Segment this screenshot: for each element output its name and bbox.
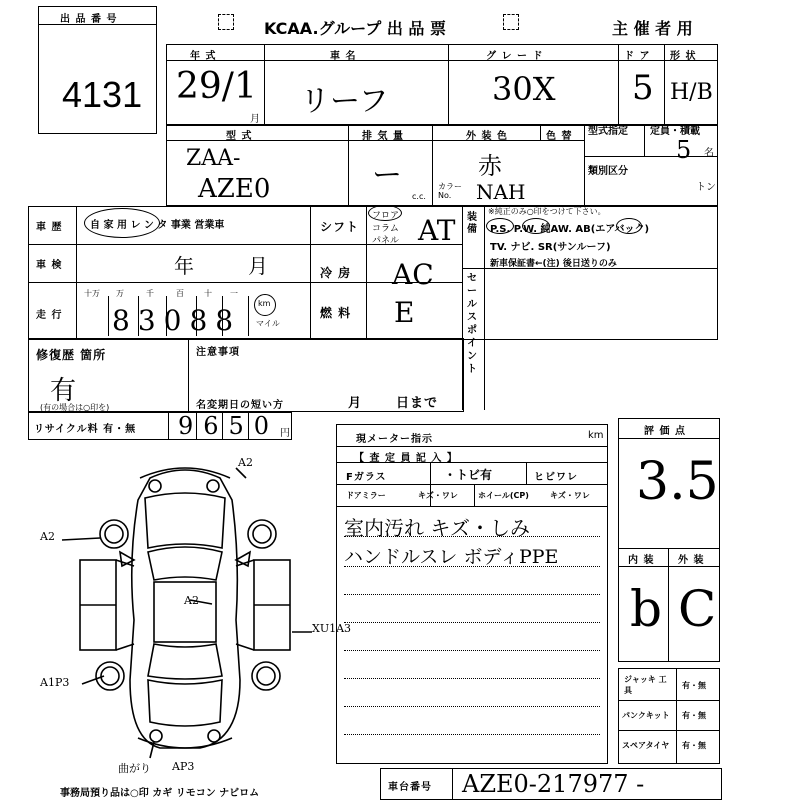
wheel-label: ホイール(CP) [478, 491, 529, 500]
shift-option-panel: パネル [372, 236, 400, 246]
recycle-value: 9650 [178, 412, 280, 440]
color-no-value: NAH [476, 180, 526, 204]
expiry-label: 名変期日の短い方 [196, 400, 284, 411]
model-value-1: ZAA- [186, 146, 241, 171]
equipment-label: 装備 [467, 212, 478, 235]
year-value: 29/1 [176, 66, 257, 107]
door-mirror-value: キズ・ワレ [418, 491, 458, 500]
shape-value: H/B [670, 80, 713, 105]
office-items: 事務局預り品は○印 カギ リモコン ナビロム [60, 788, 260, 799]
year-label: 年 式 [190, 51, 217, 62]
meter-label: 現メーター指示 [356, 434, 433, 445]
damage-mark-left-front: A2 [40, 530, 55, 543]
damage-mark-roof: A2 [184, 594, 199, 607]
shift-option-floor: フロア [372, 211, 400, 221]
damage-mark-front: A2 [238, 456, 253, 469]
damage-mark-rear: AP3 [172, 760, 195, 773]
damage-mark-right-rear: XU1A3 [312, 622, 352, 635]
equipment-line3: 新車保証書←(注) 後日送りのみ [490, 259, 617, 269]
cc-unit: c.c. [412, 192, 426, 201]
shift-value: AT [418, 214, 456, 247]
f-glass-label: Fガラス [346, 472, 387, 483]
grade-value: 30X [492, 70, 556, 108]
car-name-value: リーフ [300, 84, 389, 119]
shift-label: シフト [320, 220, 360, 234]
door-mirror-label: ドアミラー [346, 491, 386, 500]
lot-number: 4131 [62, 74, 143, 115]
mileage-unit-10k: 万 [116, 289, 124, 298]
inspection-label: 車 検 [36, 260, 63, 271]
expiry-month: 月 [348, 396, 363, 411]
aircon-value: AC [392, 258, 434, 291]
equipment-line1: P.S. P.W. 純AW. AB(エアバック) [490, 224, 650, 235]
fuel-label: 燃 料 [320, 306, 352, 320]
fuel-value: E [394, 296, 415, 329]
history-options: 自 家 用 レ ン タ 事業 営業車 [90, 220, 225, 231]
damage-mark-left-rear: A1P3 [40, 676, 70, 689]
ton-unit: トン [696, 182, 716, 193]
salespoint-label: セールスポイント [467, 273, 478, 375]
grade-label: グ レ ー ド [486, 51, 544, 62]
door-value: 5 [632, 68, 654, 108]
mileage-unit-1: 一 [230, 289, 238, 298]
repair-label: 修復歴 箇所 [36, 348, 107, 362]
aircon-label: 冷 房 [320, 266, 352, 280]
inspector-label: 【 査 定 員 記 入 】 [354, 453, 458, 464]
capacity-label: 定員・積載 [650, 126, 700, 137]
color-change-label: 色 替 [546, 131, 573, 142]
lot-number-label: 出 品 番 号 [60, 14, 118, 25]
capacity-unit: 名 [704, 148, 714, 159]
notes-label: 注意事項 [196, 347, 240, 358]
sponsor-label: 主 催 者 用 [612, 19, 693, 38]
chassis-value: AZE0-217977 - [462, 770, 645, 798]
km-unit: km [258, 299, 271, 308]
color-no-label: カラー No. [438, 182, 462, 200]
recycle-label: リサイクル料 有・無 [34, 424, 137, 435]
model-value-2: AZE0 [198, 174, 271, 204]
color-label: 外 装 色 [466, 131, 508, 142]
inspection-year: 年 [174, 254, 194, 278]
displacement-value: ー [372, 158, 402, 193]
exterior-value: C [678, 580, 717, 638]
mileage-label: 走 行 [36, 310, 63, 321]
mileage-unit-100k: 十万 [84, 289, 100, 298]
inspection-month: 月 [248, 254, 268, 278]
puncture-label: パンクキット [622, 711, 670, 720]
door-label: ド ア [624, 51, 651, 62]
crack-label: ヒビワレ [534, 472, 578, 483]
displacement-label: 排 気 量 [362, 131, 404, 142]
score-value: 3.5 [636, 452, 719, 512]
damage-mark-rear-bent: 曲がり [118, 762, 151, 775]
mileage-unit-1k: 千 [146, 289, 154, 298]
inspection-notes-line1: 室内汚れ キズ・しみ [344, 516, 530, 540]
equipment-line2: TV. ナビ. SR(サンルーフ) [490, 242, 611, 253]
jack-label: ジャッキ 工 具 [624, 675, 667, 695]
capacity-value: 5 [676, 136, 692, 164]
score-label: 評 価 点 [644, 426, 686, 437]
interior-label: 内 装 [628, 555, 655, 566]
spare-options: 有・無 [682, 741, 706, 750]
expiry-day: 日まで [396, 396, 439, 411]
organization-title: KCAA.グループ 出 品 票 [264, 19, 446, 38]
mileage-unit-100: 百 [176, 289, 184, 298]
f-glass-value: ・トビ有 [444, 468, 493, 482]
month-unit: 月 [250, 114, 260, 125]
inspection-notes-line2: ハンドルスレ ボディPPE [344, 546, 559, 568]
mileage-unit-10: 十 [204, 289, 212, 298]
jack-options: 有・無 [682, 681, 706, 690]
mile-unit: マイル [256, 319, 280, 328]
type-cert-label: 型式指定 [588, 126, 628, 137]
interior-value: b [630, 580, 663, 638]
equipment-note: ※純正のみ○印をつけて下さい。 [488, 207, 606, 216]
shape-label: 形 状 [670, 51, 697, 62]
meter-km-unit: km [588, 430, 604, 441]
mileage-value: 83088 [112, 304, 242, 337]
puncture-options: 有・無 [682, 711, 706, 720]
car-name-label: 車 名 [330, 51, 357, 62]
wheel-value: キズ・ワレ [550, 491, 590, 500]
shift-option-column: コラム [372, 224, 399, 234]
exterior-label: 外 装 [678, 555, 705, 566]
spare-label: スペアタイヤ [622, 741, 670, 750]
class-label: 類別区分 [588, 166, 628, 177]
history-label: 車 歴 [36, 222, 63, 233]
chassis-label: 車台番号 [388, 782, 432, 793]
yen-unit: 円 [280, 428, 290, 439]
repair-value: 有 [50, 376, 77, 406]
color-value: 赤 [478, 152, 502, 180]
model-label: 型 式 [226, 131, 253, 142]
repair-note: (有の場合は○印を) [40, 403, 110, 412]
